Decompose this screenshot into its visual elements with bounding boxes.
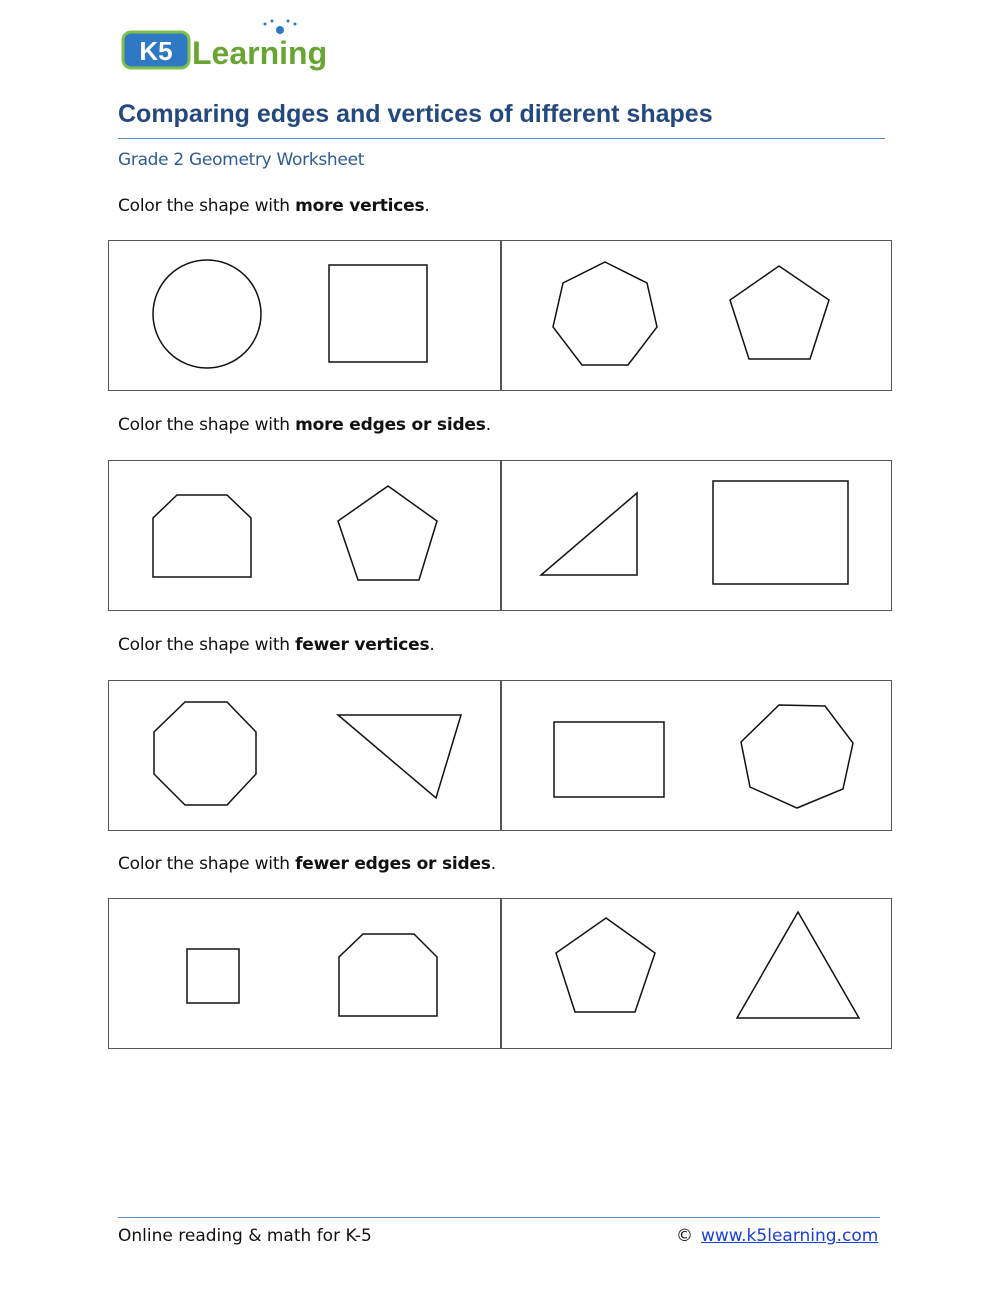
logo-k5-text: K5 <box>139 36 173 66</box>
footer-tagline: Online reading & math for K-5 <box>118 1226 372 1246</box>
triangle-shape[interactable] <box>737 912 859 1018</box>
logo-learning-text: Learning <box>192 35 328 71</box>
instruction-text: Color the shape with <box>118 635 296 655</box>
instruction-fewer-vertices <box>118 635 435 655</box>
shape-panel-3 <box>108 680 892 831</box>
right-triangle-shape[interactable] <box>541 493 637 575</box>
instruction-text: Color the shape with <box>118 415 296 435</box>
shape-panel-2 <box>108 460 892 611</box>
octagon-shape[interactable] <box>154 702 256 805</box>
instruction-period: . <box>429 635 435 655</box>
instruction-period: . <box>424 196 430 216</box>
instruction-period: . <box>490 854 496 874</box>
rectangle-shape[interactable] <box>554 722 664 797</box>
triangle-shape[interactable] <box>338 715 461 798</box>
pentagon-shape[interactable] <box>556 918 655 1012</box>
instruction-fewer-edges <box>118 854 496 874</box>
logo-figure-icon <box>276 26 284 34</box>
heptagon-shape[interactable] <box>741 705 853 808</box>
instruction-more-edges <box>118 415 491 435</box>
instruction-more-vertices <box>118 196 430 216</box>
page-title: Comparing edges and vertices of different shapes <box>118 100 713 128</box>
rectangle-shape[interactable] <box>713 481 848 584</box>
instruction-emphasis: fewer vertices <box>295 635 430 655</box>
hexagon-house-shape[interactable] <box>153 495 251 577</box>
shape-panel-1 <box>108 240 892 391</box>
page-subtitle: Grade 2 Geometry Worksheet <box>118 150 365 170</box>
copyright-icon: © <box>676 1226 693 1246</box>
pentagon-shape[interactable] <box>730 266 829 359</box>
footer-copyright <box>676 1226 878 1246</box>
shape-panel-4 <box>108 898 892 1049</box>
heptagon-shape[interactable] <box>553 262 657 365</box>
footer-divider <box>118 1217 880 1218</box>
instruction-emphasis: fewer edges or sides <box>295 854 491 874</box>
instruction-text: Color the shape with <box>118 196 296 216</box>
title-divider <box>118 138 885 139</box>
hexagon-house-shape[interactable] <box>339 934 437 1016</box>
instruction-emphasis: more edges or sides <box>295 415 486 435</box>
k5-learning-logo <box>120 18 335 74</box>
square-shape[interactable] <box>329 265 427 362</box>
pentagon-shape[interactable] <box>338 486 437 580</box>
circle-shape[interactable] <box>153 260 261 368</box>
instruction-period: . <box>485 415 491 435</box>
k5learning-link[interactable]: www.k5learning.com <box>701 1226 879 1246</box>
instruction-text: Color the shape with <box>118 854 296 874</box>
square-shape[interactable] <box>187 949 239 1003</box>
instruction-emphasis: more vertices <box>295 196 425 216</box>
